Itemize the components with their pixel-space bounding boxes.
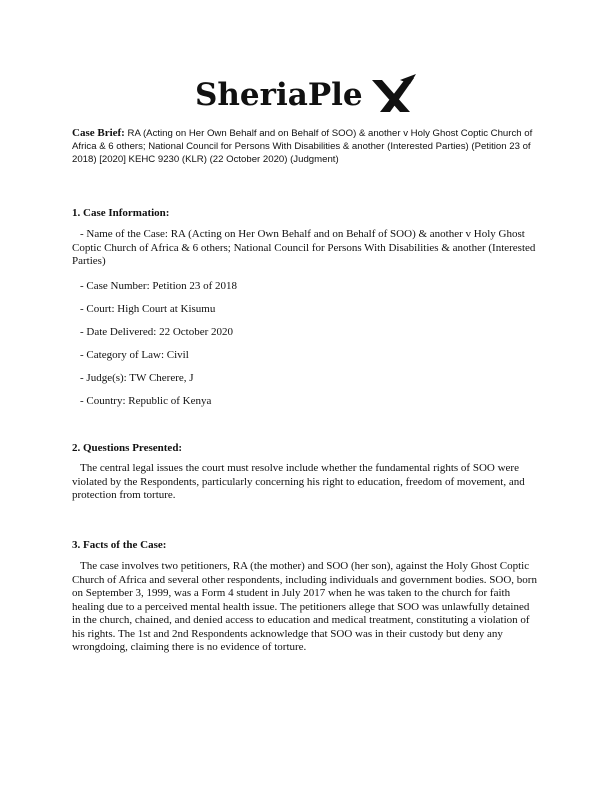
section-title-questions-presented: 2. Questions Presented: xyxy=(72,442,183,454)
x-mark-icon xyxy=(370,74,416,116)
case-category: - Category of Law: Civil xyxy=(80,349,189,361)
case-judges: - Judge(s): TW Cherere, J xyxy=(80,372,194,384)
case-country: - Country: Republic of Kenya xyxy=(80,395,212,407)
case-date-delivered: - Date Delivered: 22 October 2020 xyxy=(80,326,234,338)
case-brief-label: Case Brief: xyxy=(72,127,125,139)
questions-presented-text: The central legal issues the court must resolve include whether the fundamental rights of SOO were violated by the Respondents, particularly concerning his right to education, freedom of movement, and protection from torture. xyxy=(72,462,525,501)
section-title-facts: 3. Facts of the Case: xyxy=(72,539,167,551)
case-name: - Name of the Case: RA (Acting on Her Own Behalf and on Behalf of SOO) & another v Holy Ghost Coptic Church of Africa & 6 others; National Council for Persons With Disabilities & another (Interested Parties) xyxy=(72,228,536,267)
case-brief-citation xyxy=(72,127,542,167)
facts-text: The case involves two petitioners, RA (the mother) and SOO (her son), against the Holy Ghost Coptic Church of Africa and several other respondents, including individuals and government bodies. SOO, born on September 3, 1999, was a Form 4 student in July 2017 when he was taken to the church for faith healing due to a perceived mental health issue. The petitioners allege that SOO was unlawfully detained in the church, chained, and denied access to education and medical treatment, constituting a violation of his rights. The 1st and 2nd Respondents acknowledge that SOO was in their custody but deny any wrongdoing, claiming there is no evidence of torture. xyxy=(72,560,537,653)
sheriaplex-logo xyxy=(0,72,612,118)
logo-wordmark: SheriaPle xyxy=(195,77,363,113)
case-brief-text: RA (Acting on Her Own Behalf and on Behalf of SOO) & another v Holy Ghost Coptic Church of Africa & 6 others; National Council for Persons With Disabilities & another (Interested Parties) (Petition 23 of 2018) [2020] KEHC 9230 (KLR) (22 October 2020) (Judgment) xyxy=(72,128,533,166)
section-title-case-information: 1. Case Information: xyxy=(72,207,170,219)
case-number: - Case Number: Petition 23 of 2018 xyxy=(80,280,238,292)
case-court: - Court: High Court at Kisumu xyxy=(80,303,216,315)
